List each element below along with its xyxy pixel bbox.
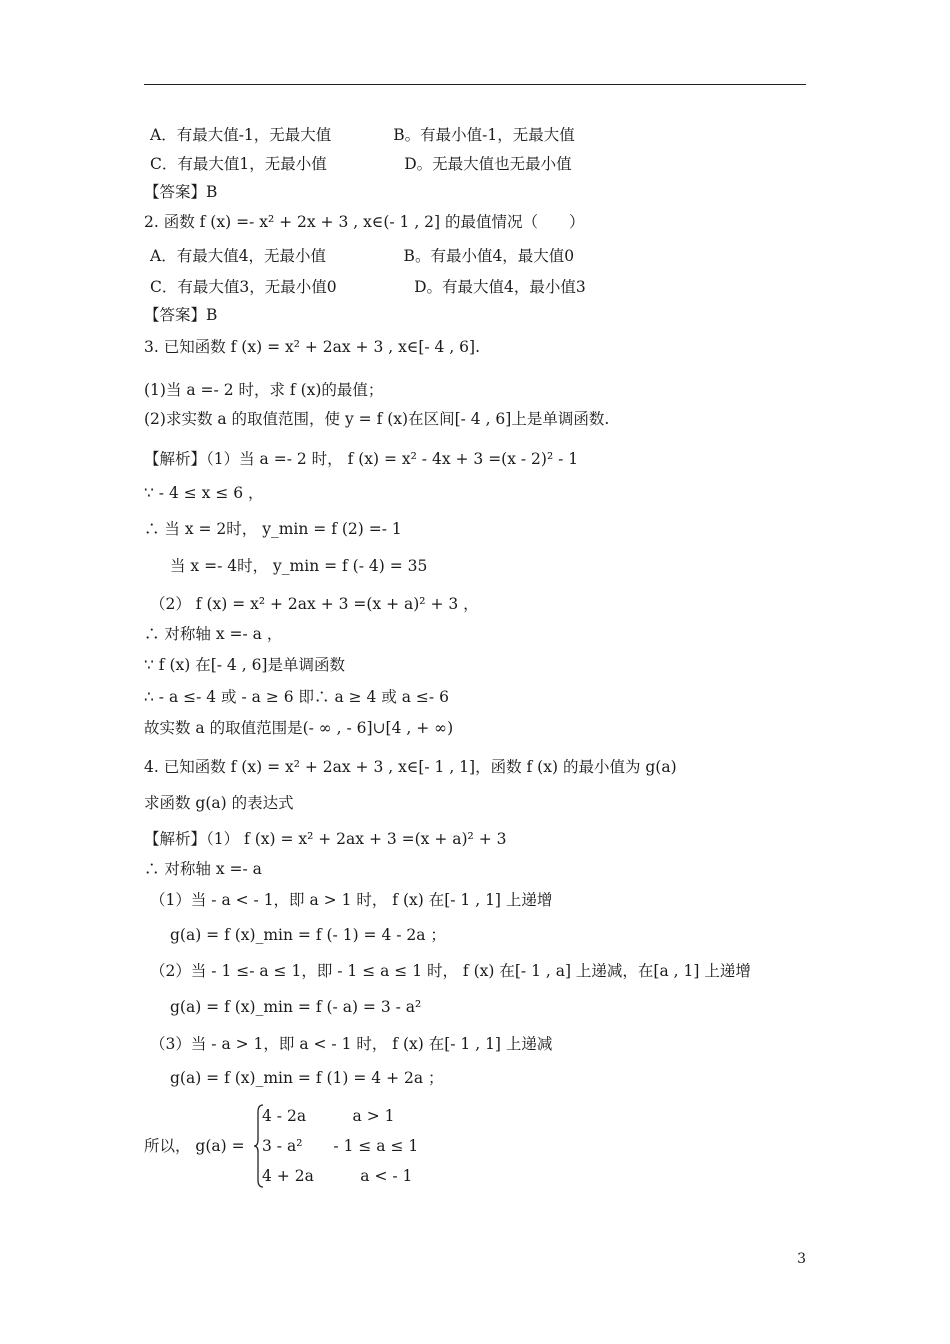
text-line: （1）当 - a < - 1，即 a > 1 时， f (x) 在[- 1 , 1] 上递增 xyxy=(150,891,553,909)
text-line: （3）当 - a > 1，即 a < - 1 时， f (x) 在[- 1 , 1] 上递减 xyxy=(150,1035,553,1053)
text-line: g(a) = f (x)_min = f (- a) = 3 - a² xyxy=(170,998,422,1016)
text-line: 所以， g(a) = xyxy=(144,1137,245,1155)
text-line: (1)当 a =- 2 时，求 f (x)的最值； xyxy=(144,381,384,399)
text-line: g(a) = f (x)_min = f (- 1) = 4 - 2a ； xyxy=(170,926,446,944)
text-line: ∴ 对称轴 x =- a ， xyxy=(144,625,283,643)
text-line: A．有最大值4，无最小值 B。有最小值4，最大值0 xyxy=(150,247,575,265)
piecewise-brace xyxy=(254,1104,264,1188)
text-line: 【答案】B xyxy=(144,306,218,324)
text-line: 4. 已知函数 f (x) = x² + 2ax + 3 , x∈[- 1 , 1]，函数 f (x) 的最小值为 g(a) xyxy=(144,758,677,776)
text-line: (2)求实数 a 的取值范围，使 y = f (x)在区间[- 4 , 6]上是单调函数. xyxy=(144,410,610,428)
text-line: 2. 函数 f (x) =- x² + 2x + 3 , x∈(- 1 , 2] 的最值情况（ ） xyxy=(144,213,585,231)
text-line: ∵ f (x) 在[- 4 , 6]是单调函数 xyxy=(144,656,345,674)
header-rule xyxy=(144,84,806,85)
text-line: （2）当 - 1 ≤- a ≤ 1，即 - 1 ≤ a ≤ 1 时， f (x) 在[- 1 , a] 上递减，在[a , 1] 上递增 xyxy=(150,962,751,980)
text-line: 当 x =- 4时， y_min = f (- 4) = 35 xyxy=(170,557,428,575)
text-line: ∴ 对称轴 x =- a xyxy=(144,860,262,878)
text-line: A．有最大值-1，无最大值 B。有最小值-1，无最大值 xyxy=(150,126,575,144)
text-line: 3 - a² - 1 ≤ a ≤ 1 xyxy=(262,1137,419,1155)
text-line: （2） f (x) = x² + 2ax + 3 =(x + a)² + 3 ， xyxy=(150,595,479,613)
text-line: 【答案】B xyxy=(144,183,218,201)
text-line: 求函数 g(a) 的表达式 xyxy=(144,794,294,812)
text-line: 4 + 2a a < - 1 xyxy=(262,1167,413,1185)
text-line: ∴ 当 x = 2时， y_min = f (2) =- 1 xyxy=(144,520,402,538)
text-line: ∴ - a ≤- 4 或 - a ≥ 6 即∴ a ≥ 4 或 a ≤- 6 xyxy=(144,688,449,706)
text-line: 故实数 a 的取值范围是(- ∞ , - 6]∪[4 , + ∞) xyxy=(144,719,454,737)
text-line: 3. 已知函数 f (x) = x² + 2ax + 3 , x∈[- 4 , 6]. xyxy=(144,338,481,356)
text-line: 【解析】（1）当 a =- 2 时， f (x) = x² - 4x + 3 =(x - 2)² - 1 xyxy=(144,450,579,468)
text-line: g(a) = f (x)_min = f (1) = 4 + 2a ； xyxy=(170,1069,444,1087)
page-number: 3 xyxy=(797,1251,806,1267)
text-line: 4 - 2a a > 1 xyxy=(262,1107,395,1125)
text-line: ∵ - 4 ≤ x ≤ 6 ， xyxy=(144,484,264,502)
text-line: C．有最大值3，无最小值0 D。有最大值4，最小值3 xyxy=(150,278,586,296)
text-line: C．有最大值1，无最小值 D。无最大值也无最小值 xyxy=(150,155,572,173)
text-line: 【解析】（1） f (x) = x² + 2ax + 3 =(x + a)² + 3 xyxy=(144,830,507,848)
